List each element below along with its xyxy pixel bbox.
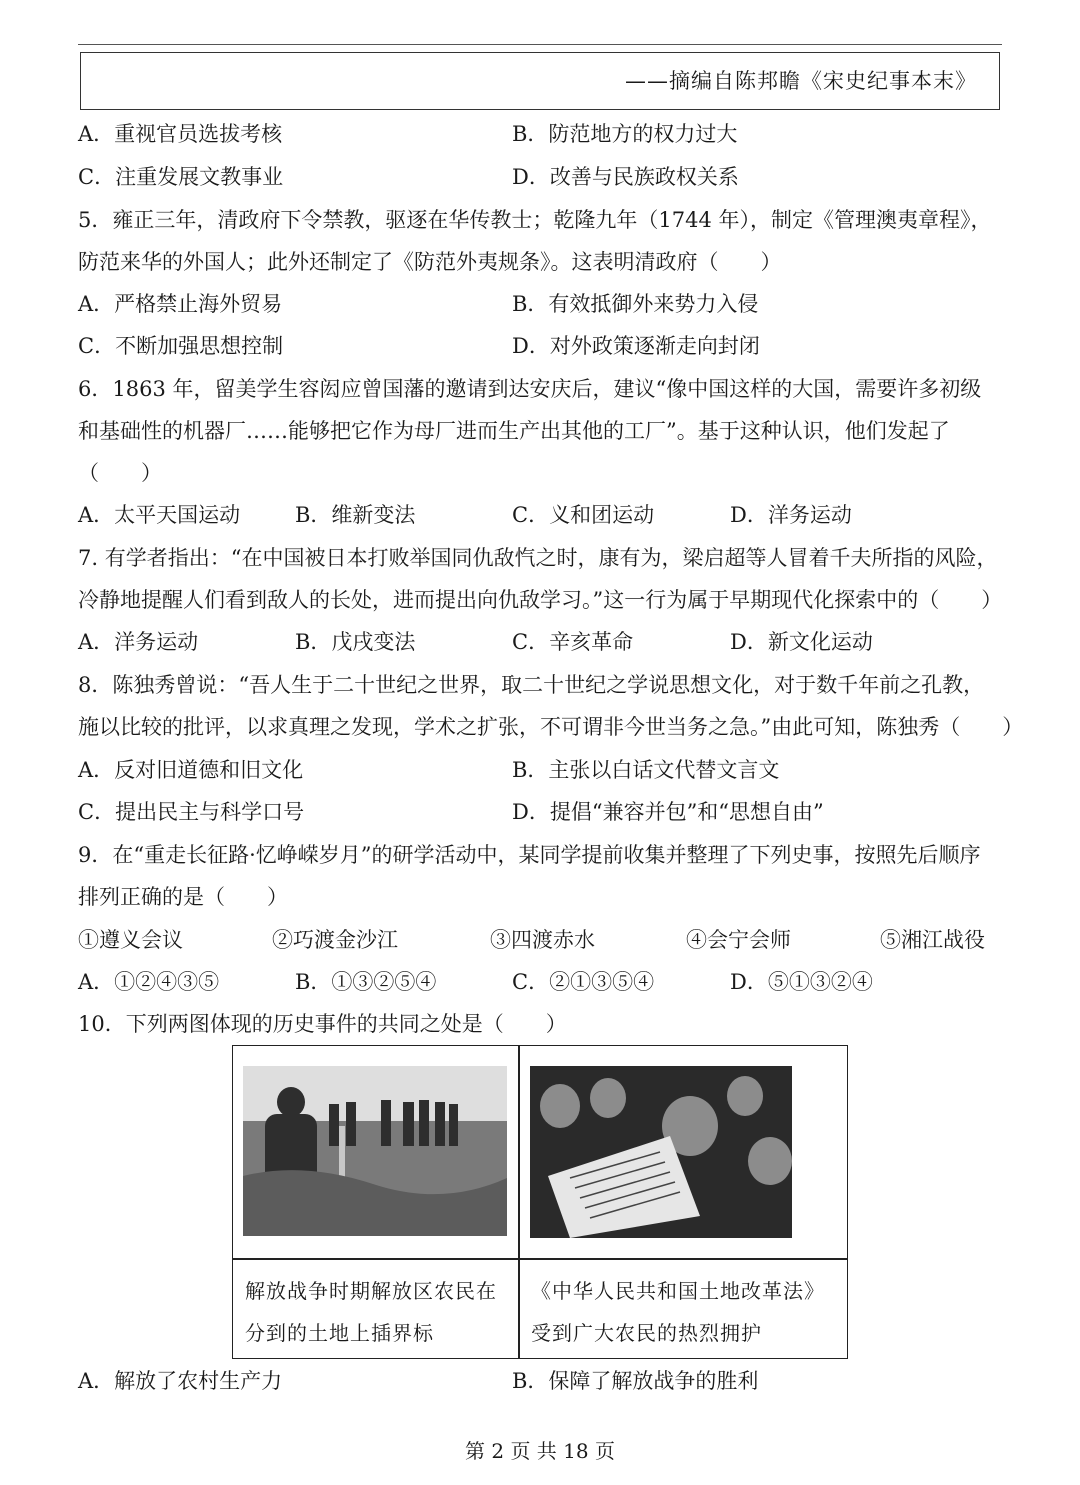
- q9-option-a: A．①②④③⑤: [78, 970, 220, 994]
- q9-event-4: ④会宁会师: [686, 928, 791, 952]
- q8-stem-line2: 施以比较的批评，以求真理之发现，学术之扩张，不可谓非今世当务之急。”由此可知，陈独秀（ ）: [78, 715, 1024, 739]
- q8-option-d: D．提倡“兼容并包”和“思想自由”: [512, 800, 824, 824]
- photo-land-reform-law-crowd: [530, 1066, 792, 1238]
- q5-option-c: C．不断加强思想控制: [78, 334, 284, 358]
- q9-option-d: D．⑤①③②④: [730, 970, 873, 994]
- top-rule: [78, 44, 1002, 45]
- q6-stem-line1: 6．1863 年，留美学生容闳应曾国藩的邀请到达安庆后，建议“像中国这样的大国，需要许多初级: [78, 377, 982, 401]
- q10-option-a: A．解放了农村生产力: [78, 1369, 283, 1393]
- q9-event-5: ⑤湘江战役: [880, 928, 985, 952]
- table-horizontal-divider: [233, 1258, 847, 1260]
- q8-stem-line1: 8．陈独秀曾说：“吾人生于二十世纪之世界，取二十世纪之学说思想文化，对于数千年前之孔教，: [78, 673, 985, 697]
- q6-stem-line2: 和基础性的机器厂……能够把它作为母厂进而生产出其他的工厂”。基于这种认识，他们发起了: [78, 419, 950, 443]
- photo-peasants-boundary-markers: [243, 1066, 507, 1236]
- q8-option-a: A．反对旧道德和旧文化: [78, 758, 304, 782]
- q7-stem-line2: 冷静地提醒人们看到敌人的长处，进而提出向仇敌学习。”这一行为属于早期现代化探索中的（ ）: [78, 588, 1003, 612]
- q9-option-b: B．①③②⑤④: [295, 970, 437, 994]
- q4-option-b: B．防范地方的权力过大: [512, 122, 738, 146]
- q5-option-d: D．对外政策逐渐走向封闭: [512, 334, 760, 358]
- q6-option-b: B．维新变法: [295, 503, 416, 527]
- q4-option-c: C．注重发展文教事业: [78, 165, 284, 189]
- q10-stem: 10．下列两图体现的历史事件的共同之处是（ ）: [78, 1012, 567, 1036]
- caption-left-line1: 解放战争时期解放区农民在: [245, 1279, 497, 1303]
- page-footer: 第 2 页 共 18 页: [465, 1439, 615, 1463]
- q5-option-a: A．严格禁止海外贸易: [78, 292, 283, 316]
- caption-right-line1: 《中华人民共和国土地改革法》: [531, 1279, 825, 1303]
- q6-option-c: C．义和团运动: [512, 503, 655, 527]
- q5-stem-line1: 5．雍正三年，清政府下令禁教，驱逐在华传教士；乾隆九年（1744 年），制定《管理澳夷章程》，: [78, 208, 992, 232]
- q5-option-b: B．有效抵御外来势力入侵: [512, 292, 759, 316]
- source-box: [80, 52, 1000, 110]
- q6-stem-line3: （ ）: [78, 461, 162, 485]
- caption-left: [245, 1270, 510, 1354]
- q9-event-1: ①遵义会议: [78, 928, 183, 952]
- q9-stem-line2: 排列正确的是（ ）: [78, 885, 288, 909]
- q7-stem-line1: 7. 有学者指出：“在中国被日本打败举国同仇敌忾之时，康有为，梁启超等人冒着千夫所指的风险，: [78, 546, 998, 570]
- q5-stem-line2: 防范来华的外国人；此外还制定了《防范外夷规条》。这表明清政府（ ）: [78, 250, 782, 274]
- q4-option-a: A．重视官员选拔考核: [78, 122, 283, 146]
- q4-option-d: D．改善与民族政权关系: [512, 165, 739, 189]
- q7-option-d: D．新文化运动: [730, 630, 873, 654]
- caption-left-line2: 分到的土地上插界标: [245, 1321, 434, 1345]
- q8-option-b: B．主张以白话文代替文言文: [512, 758, 780, 782]
- q10-option-b: B．保障了解放战争的胜利: [512, 1369, 759, 1393]
- q6-option-d: D．洋务运动: [730, 503, 852, 527]
- caption-right-line2: 受到广大农民的热烈拥护: [531, 1321, 762, 1345]
- q7-option-a: A．洋务运动: [78, 630, 199, 654]
- source-citation: ——摘编自陈邦瞻《宋史纪事本末》: [625, 69, 977, 93]
- q9-stem-line1: 9．在“重走长征路·忆峥嵘岁月”的研学活动中，某同学提前收集并整理了下列史事，按照先后顺序: [78, 843, 981, 867]
- q7-option-b: B．戊戌变法: [295, 630, 416, 654]
- q6-option-a: A．太平天国运动: [78, 503, 241, 527]
- q8-option-c: C．提出民主与科学口号: [78, 800, 305, 824]
- q7-option-c: C．辛亥革命: [512, 630, 634, 654]
- caption-right: [531, 1270, 831, 1354]
- q9-event-3: ③四渡赤水: [490, 928, 595, 952]
- q9-event-2: ②巧渡金沙江: [272, 928, 398, 952]
- q9-option-c: C．②①③⑤④: [512, 970, 655, 994]
- table-vertical-divider: [518, 1046, 520, 1358]
- q10-figure-table: [232, 1045, 848, 1359]
